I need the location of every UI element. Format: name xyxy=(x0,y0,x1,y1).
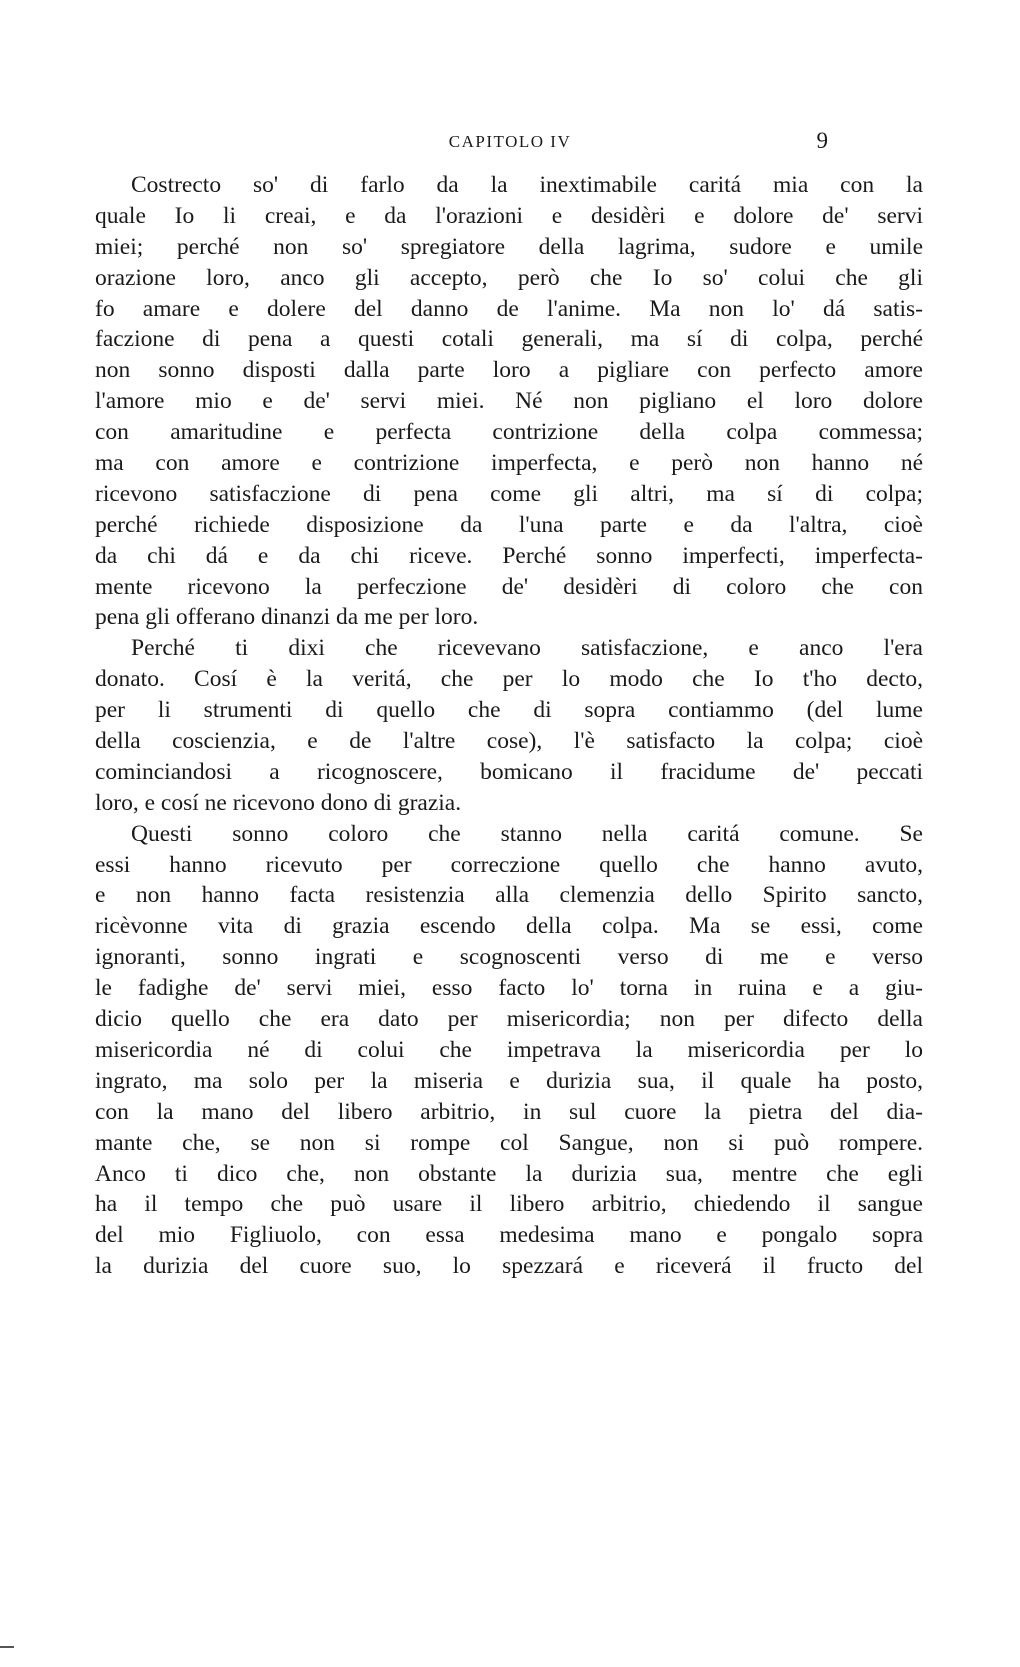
text-line: non sonno disposti dalla parte loro a pigliare con perfecto amore xyxy=(95,357,923,384)
running-head xyxy=(0,128,1020,158)
text-line: con amaritudine e perfecta contrizione della colpa commessa; xyxy=(95,419,923,446)
text-line: Anco ti dico che, non obstante la durizia sua, mentre che egli xyxy=(95,1160,923,1187)
text-line: faczione di pena a questi cotali generali, ma sí di colpa, perché xyxy=(95,326,923,353)
text-line: loro, e cosí ne ricevono dono di grazia. xyxy=(95,789,462,816)
text-line: ricèvonne vita di grazia escendo della colpa. Ma se essi, come xyxy=(95,913,923,940)
text-line: mante che, se non si rompe col Sangue, non si può rompere. xyxy=(95,1129,923,1156)
text-line: mente ricevono la perfeczione de' desidèri di coloro che con xyxy=(95,573,923,600)
text-line: del mio Figliuolo, con essa medesima mano e pongalo sopra xyxy=(95,1222,923,1249)
text-line: per li strumenti di quello che di sopra contiammo (del lume xyxy=(95,697,923,724)
text-line: da chi dá e da chi riceve. Perché sonno imperfecti, imperfecta- xyxy=(95,542,923,569)
body-text xyxy=(95,170,923,1282)
text-line: l'amore mio e de' servi miei. Né non pigliano el loro dolore xyxy=(95,388,923,415)
text-line: pena gli offerano dinanzi da me per loro. xyxy=(95,604,479,631)
text-line: le fadighe de' servi miei, esso facto lo' torna in ruina e a giu- xyxy=(95,975,923,1002)
text-line: orazione loro, anco gli accepto, però che Io so' colui che gli xyxy=(95,264,923,291)
text-line: miei; perché non so' spregiatore della lagrima, sudore e umile xyxy=(95,233,923,260)
text-line: ricevono satisfaczione di pena come gli altri, ma sí di colpa; xyxy=(95,480,923,507)
text-line: Costrecto so' di farlo da la inextimabile caritá mia con la xyxy=(131,172,923,198)
text-line: quale Io li creai, e da l'orazioni e desidèri e dolore de' servi xyxy=(95,202,923,229)
text-line: della coscienzia, e de l'altre cose), l'è satisfacto la colpa; cioè xyxy=(95,728,923,755)
running-title: CAPITOLO IV xyxy=(448,132,572,151)
text-line: cominciandosi a ricognoscere, bomicano il fracidume de' peccati xyxy=(95,758,923,785)
text-line: con la mano del libero arbitrio, in sul cuore la pietra del dia- xyxy=(95,1098,923,1125)
text-line: Questi sonno coloro che stanno nella caritá comune. Se xyxy=(131,820,923,847)
text-line: dicio quello che era dato per misericordia; non per difecto della xyxy=(95,1006,923,1033)
text-line: ha il tempo che può usare il libero arbitrio, chiedendo il sangue xyxy=(95,1191,923,1218)
scan-mark xyxy=(0,1646,14,1648)
text-line: ma con amore e contrizione imperfecta, e però non hanno né xyxy=(95,450,923,477)
text-line: ingrato, ma solo per la miseria e durizia sua, il quale ha posto, xyxy=(95,1067,923,1094)
text-line: essi hanno ricevuto per correczione quello che hanno avuto, xyxy=(95,851,923,878)
text-line: misericordia né di colui che impetrava la misericordia per lo xyxy=(95,1036,923,1063)
text-line: donato. Cosí è la veritá, che per lo modo che Io t'ho decto, xyxy=(95,666,923,693)
text-line: e non hanno facta resistenzia alla clemenzia dello Spirito sancto, xyxy=(95,882,923,909)
text-line: Perché ti dixi che ricevevano satisfaczione, e anco l'era xyxy=(131,635,923,662)
text-line: ignoranti, sonno ingrati e scognoscenti verso di me e verso xyxy=(95,944,923,971)
text-line: perché richiede disposizione da l'una parte e da l'altra, cioè xyxy=(95,511,923,538)
text-line: fo amare e dolere del danno de l'anime. Ma non lo' dá satis- xyxy=(95,295,923,322)
page-number: 9 xyxy=(816,128,828,153)
text-line: la durizia del cuore suo, lo spezzará e riceverá il fructo del xyxy=(95,1253,923,1280)
